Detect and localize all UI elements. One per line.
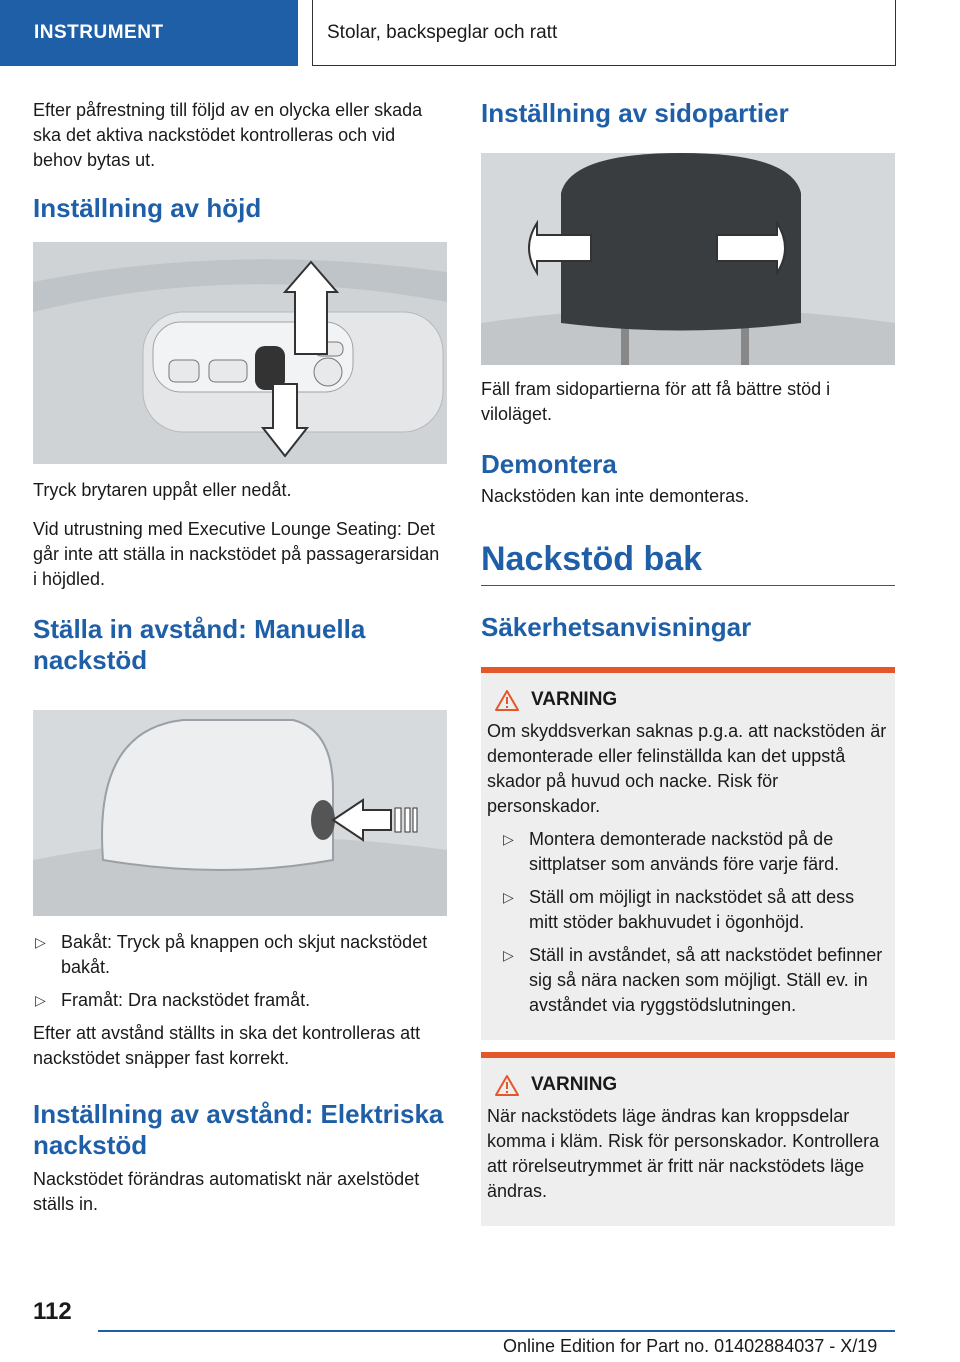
triangle-right-icon: ▷	[503, 889, 514, 905]
triangle-right-icon: ▷	[35, 934, 46, 950]
heading-safety: Säkerhetsanvisningar	[481, 612, 752, 642]
section-tab	[0, 0, 298, 66]
warning-title: VARNING	[487, 1074, 887, 1096]
remove-text: Nackstöden kan inte demonteras.	[481, 486, 750, 506]
heading-manual: Ställa in avstånd: Manuella nackstöd	[33, 614, 366, 675]
list-item: ▷ Montera demonterade nackstöd på de sittplatser som används före varje färd.	[503, 829, 840, 874]
seat-switch-illustration	[33, 242, 447, 464]
headrest-manual-illustration	[33, 710, 447, 916]
manual-steps	[33, 930, 447, 1013]
right-column	[481, 98, 895, 1226]
warning-triangle-icon	[495, 689, 519, 711]
manual-after-text: Efter att avstånd ställts in ska det kontrolleras att nackstödet snäpper fast korrekt.	[33, 1023, 421, 1068]
warning-title: VARNING	[487, 689, 887, 711]
edition-text: Online Edition for Part no. 01402884037 - X/19	[503, 1336, 878, 1356]
left-column	[33, 98, 447, 1231]
side-text: Fäll fram sidopartierna för att få bättre stöd i viloläget.	[481, 379, 831, 424]
list-item: ▷ Ställ om möjligt in nackstödet så att dess mitt stöder bakhuvudet i ögonhöjd.	[503, 887, 855, 932]
height-note: Vid utrustning med Executive Lounge Seating: Det går inte att ställa in nackstödet på passagerarsidan i höjdled.	[33, 519, 440, 589]
heading-remove: Demontera	[481, 449, 617, 479]
footer-divider	[98, 1330, 895, 1332]
heading-rear-headrest: Nackstöd bak	[481, 539, 895, 586]
list-item: ▷ Ställ in avståndet, så att nackstödet befinner sig så nära nacken som möjligt. Ställ ev. in avståndet via ryggstödslutningen.	[503, 945, 883, 1015]
section-label: INSTRUMENT	[34, 22, 164, 43]
heading-side: Inställning av sidopartier	[481, 98, 789, 128]
heading-electric: Inställning av avstånd: Elektriska nackstöd	[33, 1099, 444, 1160]
height-instruction: Tryck brytaren uppåt eller nedåt.	[33, 480, 292, 500]
list-item: ▷ Framåt: Dra nackstödet framåt.	[33, 988, 447, 1013]
warning-text: När nackstödets läge ändras kan kroppsdelar komma i kläm. Risk för personskador. Kontrollera att rörelseutrymmet är fritt när nackstödets läge ändras.	[487, 1106, 880, 1201]
chapter-label: Stolar, backspeglar och ratt	[327, 21, 558, 43]
triangle-right-icon: ▷	[503, 831, 514, 847]
triangle-right-icon: ▷	[503, 947, 514, 963]
warning-box-1	[481, 667, 895, 1040]
page-number: 112	[33, 1298, 72, 1325]
heading-height: Inställning av höjd	[33, 193, 262, 223]
warning-text: Om skyddsverkan saknas p.g.a. att nackstöden är demonterade eller felinställda kan det uppstå skador på huvud och nacke. Risk för personskador.	[487, 721, 887, 816]
warning-box-2	[481, 1052, 895, 1226]
triangle-right-icon: ▷	[35, 992, 46, 1008]
warning-steps	[501, 827, 887, 1018]
intro-text: Efter påfrestning till följd av en olycka eller skada ska det aktiva nackstödet kontrolleras och vid behov bytas ut.	[33, 100, 423, 170]
headrest-side-illustration	[481, 153, 895, 365]
list-item: ▷ Bakåt: Tryck på knappen och skjut nackstödet bakåt.	[35, 932, 428, 977]
electric-text: Nackstödet förändras automatiskt när axelstödet ställs in.	[33, 1169, 420, 1214]
chapter-tab	[312, 0, 896, 66]
warning-triangle-icon	[495, 1074, 519, 1096]
